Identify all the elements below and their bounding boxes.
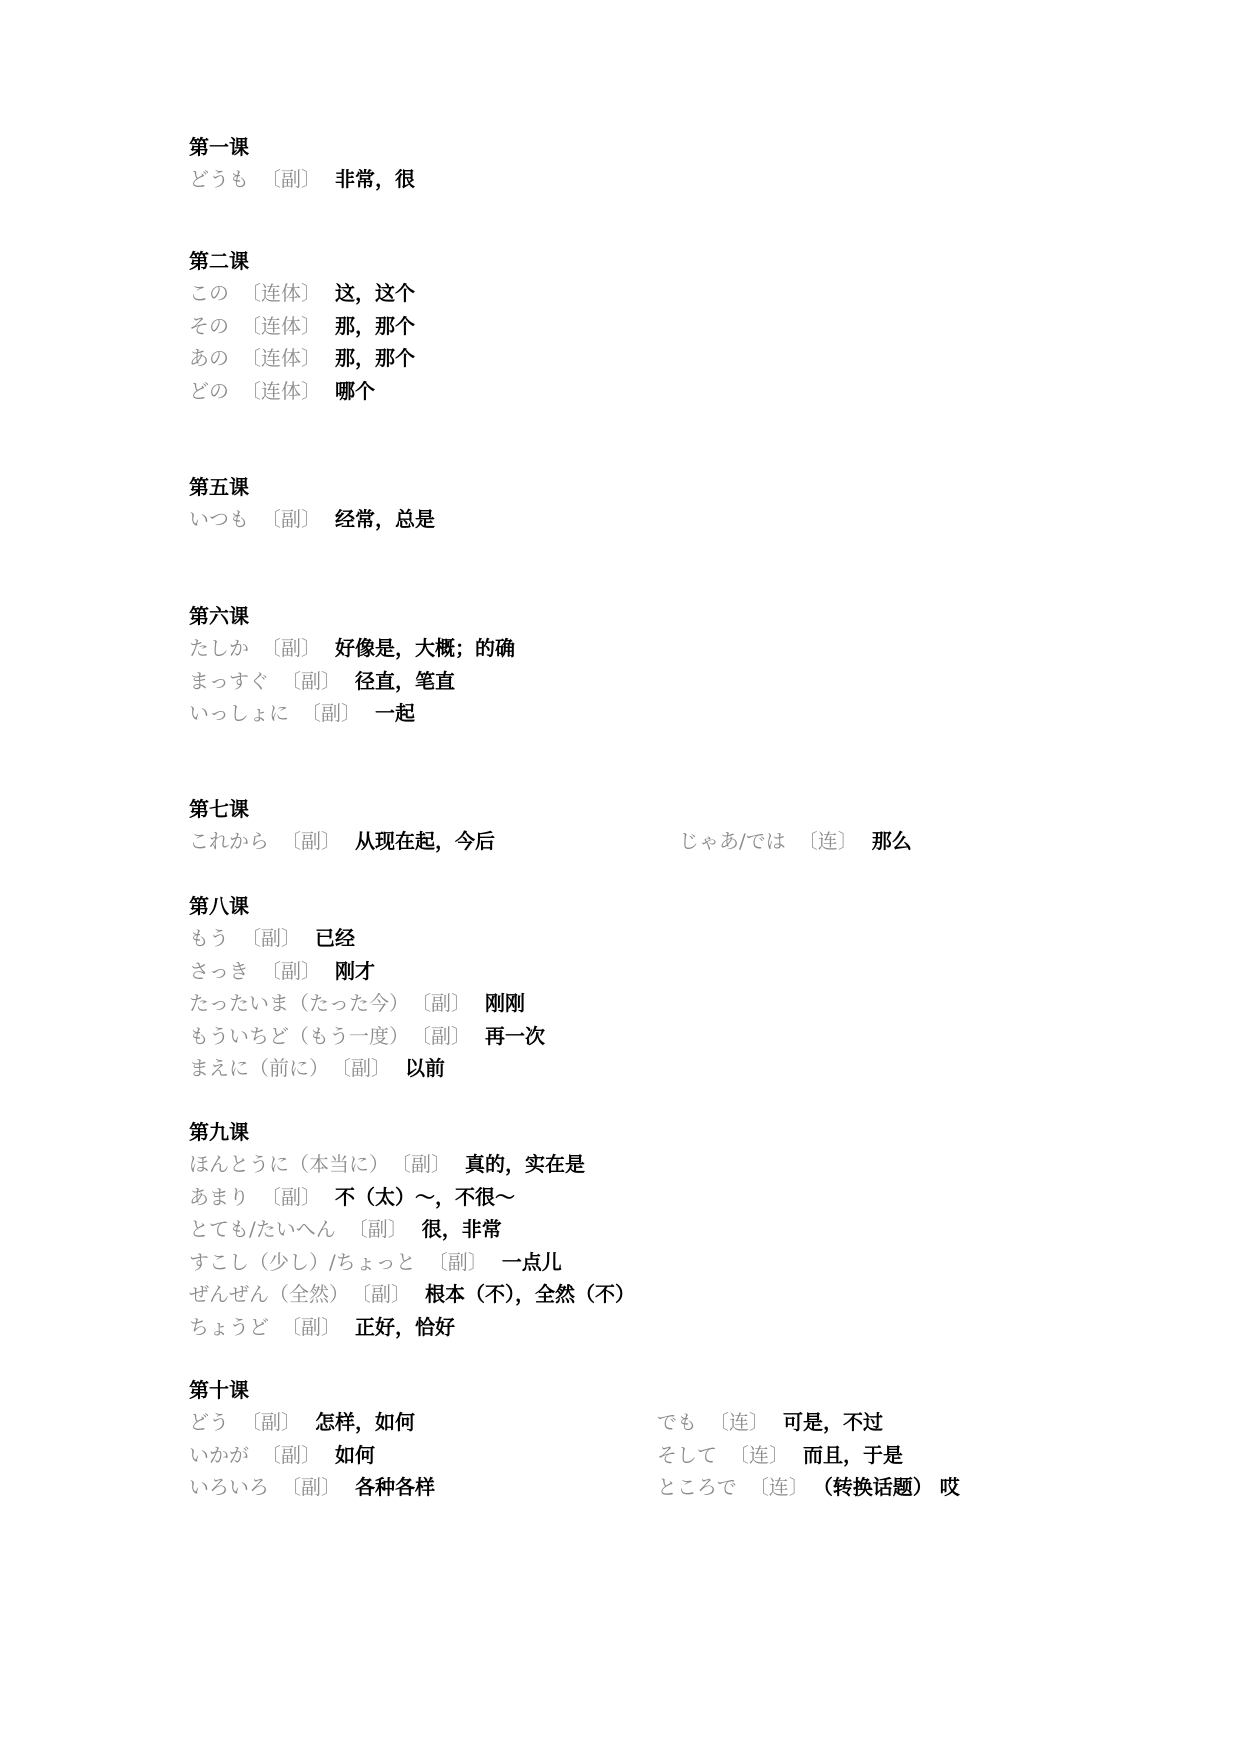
vocab-japanese: いっしょに xyxy=(189,701,289,725)
vocab-japanese: ところで xyxy=(657,1475,737,1499)
vocab-japanese: あまり xyxy=(189,1184,249,1209)
vocab-part-of-speech: 〔连〕 xyxy=(729,1442,789,1467)
vocab-meaning: 非常，很 xyxy=(335,167,415,191)
vocab-row xyxy=(189,375,1089,408)
vocab-entry xyxy=(189,955,375,988)
vocab-entry xyxy=(189,697,415,730)
vocab-meaning: 一点儿 xyxy=(501,1249,562,1274)
vocab-row xyxy=(189,955,1089,988)
vocab-row xyxy=(189,342,1089,375)
vocab-row xyxy=(189,632,1089,665)
vocab-row xyxy=(189,922,1089,955)
vocab-entry-right xyxy=(657,1439,903,1472)
lesson-title: 第二课 xyxy=(189,249,249,273)
vocab-entry xyxy=(189,1311,455,1344)
vocab-part-of-speech: 〔副〕 xyxy=(361,1282,411,1306)
vocab-row xyxy=(189,1311,1089,1344)
vocab-entry-right xyxy=(679,825,912,858)
vocab-japanese: いろいろ xyxy=(189,1475,269,1499)
vocab-japanese: そして xyxy=(657,1442,717,1467)
vocab-meaning: 好像是，大概；的确 xyxy=(335,636,515,660)
vocab-part-of-speech: 〔副〕 xyxy=(261,507,321,531)
lesson-title: 第一课 xyxy=(189,135,249,159)
vocab-row xyxy=(189,1052,1089,1085)
vocab-part-of-speech: 〔连〕 xyxy=(709,1410,769,1434)
vocab-part-of-speech: 〔连体〕 xyxy=(241,281,321,305)
vocab-entry-right xyxy=(657,1471,960,1504)
vocab-entry xyxy=(189,375,375,408)
vocab-entry xyxy=(189,1246,562,1279)
lesson-8 xyxy=(189,890,1089,1085)
vocab-row xyxy=(189,1406,1089,1439)
lesson-title: 第九课 xyxy=(189,1120,249,1144)
vocab-meaning: 已经 xyxy=(315,926,355,950)
vocab-part-of-speech: 〔副〕 xyxy=(281,1475,341,1499)
vocab-meaning: 以前 xyxy=(405,1056,445,1080)
vocab-meaning: 这，这个 xyxy=(335,281,415,305)
vocab-japanese: もういちど（もう一度） xyxy=(189,1023,409,1048)
lesson-title: 第七课 xyxy=(189,797,249,821)
vocab-japanese: たしか xyxy=(189,636,249,660)
lesson-7 xyxy=(189,793,1089,858)
vocab-meaning: 正好，恰好 xyxy=(355,1314,455,1339)
vocab-japanese: いかが xyxy=(189,1442,249,1467)
vocab-meaning: 径直，笔直 xyxy=(355,668,455,693)
lesson-title: 第六课 xyxy=(189,604,249,628)
lesson-5 xyxy=(189,471,1089,536)
lesson-title: 第五课 xyxy=(189,475,249,499)
vocab-meaning: 而且，于是 xyxy=(803,1442,903,1467)
vocab-entry xyxy=(189,163,415,196)
vocab-japanese: ぜんぜん（全然） xyxy=(189,1282,349,1306)
vocab-part-of-speech: 〔副〕 xyxy=(281,1314,341,1339)
vocab-row xyxy=(189,1439,1089,1472)
vocab-meaning: 从现在起，今后 xyxy=(355,829,495,853)
vocab-meaning: 可是，不过 xyxy=(783,1410,883,1434)
vocab-part-of-speech: 〔副〕 xyxy=(421,991,471,1015)
vocab-japanese: とても/たいへん xyxy=(189,1217,336,1241)
lesson-1 xyxy=(189,131,1089,196)
vocab-entry xyxy=(189,503,435,536)
vocab-part-of-speech: 〔副〕 xyxy=(261,636,321,660)
vocab-row xyxy=(189,163,1089,196)
vocab-entry-right xyxy=(657,1406,883,1439)
vocab-japanese: まえに（前に） xyxy=(189,1056,329,1080)
vocab-entry xyxy=(189,1406,415,1439)
vocab-japanese: まっすぐ xyxy=(189,668,269,693)
vocab-part-of-speech: 〔连体〕 xyxy=(241,313,321,338)
vocab-japanese: どう xyxy=(189,1410,229,1434)
vocab-meaning: 那，那个 xyxy=(335,313,415,338)
vocab-row xyxy=(189,987,1089,1020)
vocab-japanese: これから xyxy=(189,829,269,853)
vocab-entry xyxy=(189,665,455,698)
lesson-10 xyxy=(189,1374,1089,1504)
vocab-meaning: 哪个 xyxy=(335,378,375,403)
vocab-entry xyxy=(189,1471,435,1504)
vocab-part-of-speech: 〔连体〕 xyxy=(241,346,321,370)
lesson-2 xyxy=(189,245,1089,407)
vocab-meaning: 刚刚 xyxy=(485,991,525,1015)
vocab-part-of-speech: 〔副〕 xyxy=(261,1184,321,1209)
vocab-part-of-speech: 〔副〕 xyxy=(241,926,301,950)
vocab-japanese: もう xyxy=(189,926,229,950)
vocab-meaning: 如何 xyxy=(335,1442,375,1467)
vocab-meaning: 根本（不），全然（不） xyxy=(425,1282,635,1306)
vocab-row xyxy=(189,1471,1089,1504)
vocab-entry xyxy=(189,310,415,343)
vocab-entry xyxy=(189,1020,545,1053)
vocab-part-of-speech: 〔副〕 xyxy=(427,1249,488,1274)
vocab-meaning: 怎样，如何 xyxy=(315,1410,415,1434)
vocab-row xyxy=(189,697,1089,730)
vocab-row xyxy=(189,503,1089,536)
vocab-meaning: 再一次 xyxy=(485,1023,545,1048)
vocab-japanese: でも xyxy=(657,1410,697,1434)
vocab-japanese: じゃあ/では xyxy=(679,829,786,853)
vocab-japanese: どの xyxy=(189,378,229,403)
vocab-meaning: 不（太）～，不很～ xyxy=(335,1184,515,1209)
vocab-meaning: 真的，实在是 xyxy=(465,1152,585,1176)
vocab-entry xyxy=(189,825,495,858)
vocab-meaning: 经常，总是 xyxy=(335,507,435,531)
vocab-part-of-speech: 〔副〕 xyxy=(241,1410,301,1434)
vocab-part-of-speech: 〔连〕 xyxy=(797,829,858,853)
vocab-meaning: 刚才 xyxy=(335,958,375,983)
vocab-part-of-speech: 〔副〕 xyxy=(341,1056,391,1080)
vocab-row xyxy=(189,277,1089,310)
vocab-part-of-speech: 〔副〕 xyxy=(261,958,321,983)
vocab-meaning: 那，那个 xyxy=(335,346,415,370)
vocab-part-of-speech: 〔连〕 xyxy=(748,1475,809,1499)
vocab-row xyxy=(189,825,1089,858)
vocab-entry xyxy=(189,1439,375,1472)
vocab-row xyxy=(189,1278,1089,1311)
vocab-part-of-speech: 〔副〕 xyxy=(281,829,341,853)
vocab-entry xyxy=(189,987,525,1020)
vocab-entry xyxy=(189,1148,585,1181)
vocab-row xyxy=(189,665,1089,698)
vocab-meaning: （转换话题） 哎 xyxy=(822,1475,960,1499)
vocab-row xyxy=(189,1020,1089,1053)
lesson-title: 第十课 xyxy=(189,1378,249,1402)
vocab-meaning: 那么 xyxy=(871,829,912,853)
vocab-japanese: さっき xyxy=(189,958,249,983)
vocab-japanese: あの xyxy=(189,346,229,370)
vocab-row xyxy=(189,1181,1089,1214)
vocab-part-of-speech: 〔副〕 xyxy=(261,1442,321,1467)
vocab-part-of-speech: 〔副〕 xyxy=(301,701,361,725)
vocab-part-of-speech: 〔副〕 xyxy=(261,167,321,191)
lesson-9 xyxy=(189,1116,1089,1343)
vocab-part-of-speech: 〔连体〕 xyxy=(241,378,321,403)
vocab-entry xyxy=(189,1278,635,1311)
vocab-entry xyxy=(189,1052,445,1085)
vocab-japanese: すこし（少し）/ちょっと xyxy=(189,1249,416,1274)
vocab-entry xyxy=(189,1181,515,1214)
vocab-meaning: 很，非常 xyxy=(421,1217,502,1241)
vocab-entry xyxy=(189,277,415,310)
vocab-part-of-speech: 〔副〕 xyxy=(281,668,341,693)
vocab-row xyxy=(189,310,1089,343)
vocab-japanese: ほんとうに（本当に） xyxy=(189,1152,389,1176)
vocab-japanese: この xyxy=(189,281,229,305)
lesson-title: 第八课 xyxy=(189,894,249,918)
vocab-meaning: 一起 xyxy=(375,701,415,725)
vocab-japanese: いつも xyxy=(189,507,249,531)
vocab-entry xyxy=(189,922,355,955)
vocab-japanese: どうも xyxy=(189,167,249,191)
vocab-row xyxy=(189,1148,1089,1181)
vocab-part-of-speech: 〔副〕 xyxy=(421,1023,471,1048)
vocab-part-of-speech: 〔副〕 xyxy=(401,1152,451,1176)
vocab-part-of-speech: 〔副〕 xyxy=(347,1217,408,1241)
vocab-japanese: ちょうど xyxy=(189,1314,269,1339)
vocab-row xyxy=(189,1246,1089,1279)
vocab-entry xyxy=(189,632,515,665)
vocab-japanese: たったいま（たった今） xyxy=(189,991,409,1015)
vocab-entry xyxy=(189,342,415,375)
vocab-japanese: その xyxy=(189,313,229,338)
vocab-meaning: 各种各样 xyxy=(355,1475,435,1499)
lesson-6 xyxy=(189,600,1089,730)
vocab-row xyxy=(189,1213,1089,1246)
vocab-entry xyxy=(189,1213,502,1246)
